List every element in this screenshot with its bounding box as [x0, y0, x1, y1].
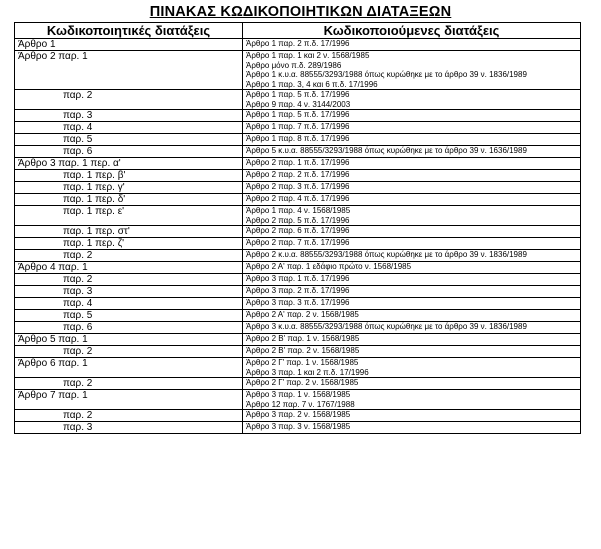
codified-source: Άρθρο 2 Α' παρ. 1 εδάφιο πρώτο ν. 1568/1985 [246, 262, 412, 271]
codified-source: Άρθρο 2 παρ. 1 π.δ. 17/1996 [246, 158, 350, 167]
table-row [15, 322, 581, 334]
codified-provisions [243, 182, 581, 194]
codified-provisions [243, 158, 581, 170]
codifying-provision: παρ. 6 [15, 322, 243, 334]
codifying-provision: παρ. 2 [15, 274, 243, 286]
table-row [15, 146, 581, 158]
codifying-provision: παρ. 4 [15, 298, 243, 310]
table-row [15, 134, 581, 146]
table-row [15, 358, 581, 378]
codified-provisions [243, 298, 581, 310]
table-row [15, 346, 581, 358]
codified-source: Άρθρο 2 παρ. 5 π.δ. 17/1996 [246, 215, 350, 225]
codifying-provision: παρ. 3 [15, 286, 243, 298]
codifying-provision: παρ. 1 περ. γ' [15, 182, 243, 194]
codification-table [14, 22, 581, 434]
table-row [15, 158, 581, 170]
codified-source: Άρθρο 2 Α' παρ. 2 ν. 1568/1985 [246, 310, 359, 319]
codifying-provision: παρ. 1 περ. στ' [15, 226, 243, 238]
codified-provisions [243, 410, 581, 422]
table-row [15, 182, 581, 194]
codified-source: Άρθρο 2 Β' παρ. 2 ν. 1568/1985 [246, 346, 360, 355]
table-row [15, 286, 581, 298]
codified-source: Άρθρο 1 παρ. 3, 4 και 6 π.δ. 17/1996 [246, 79, 378, 89]
codified-source: Άρθρο 1 παρ. 5 π.δ. 17/1996 [246, 110, 350, 119]
codifying-provision: παρ. 1 περ. ζ' [15, 238, 243, 250]
codified-provisions [243, 378, 581, 390]
codified-provisions [243, 110, 581, 122]
codified-provisions [243, 90, 581, 110]
table-row [15, 194, 581, 206]
codified-provisions [243, 322, 581, 334]
codified-source: Άρθρο 2 Β' παρ. 1 ν. 1568/1985 [246, 334, 360, 343]
codified-source: Άρθρο 2 Γ' παρ. 1 ν. 1568/1985 [246, 358, 359, 367]
codifying-provision: παρ. 2 [15, 346, 243, 358]
codified-source: Άρθρο 1 κ.υ.α. 88555/3293/1988 όπως κυρώθηκε με το άρθρο 39 ν. 1836/1989 [246, 70, 527, 79]
codified-source: Άρθρο 1 παρ. 7 π.δ. 17/1996 [246, 122, 350, 131]
codified-source: Άρθρο 3 παρ. 3 π.δ. 17/1996 [246, 298, 350, 307]
codifying-provision: Άρθρο 2 παρ. 1 [15, 51, 243, 90]
table-row [15, 206, 581, 226]
codifying-provision: παρ. 2 [15, 378, 243, 390]
codified-source: Άρθρο 2 παρ. 2 π.δ. 17/1996 [246, 170, 350, 179]
table-row [15, 90, 581, 110]
header-codifying: Κωδικοποιητικές διατάξεις [15, 23, 243, 39]
codifying-provision: Άρθρο 7 παρ. 1 [15, 390, 243, 410]
codified-provisions [243, 226, 581, 238]
codifying-provision: παρ. 4 [15, 122, 243, 134]
codified-provisions [243, 238, 581, 250]
codified-provisions [243, 250, 581, 262]
table-row [15, 122, 581, 134]
table-row [15, 110, 581, 122]
codifying-provision: παρ. 3 [15, 110, 243, 122]
codified-provisions [243, 358, 581, 378]
table-row [15, 422, 581, 434]
title-text: ΠΙΝΑΚΑΣ ΚΩΔΙΚΟΠΟΙΗΤΙΚΩΝ ΔΙΑΤΑΞΕΩΝ [149, 4, 452, 20]
codified-source: Άρθρο 2 κ.υ.α. 88555/3293/1988 όπως κυρώθηκε με το άρθρο 39 ν. 1836/1989 [246, 250, 527, 259]
page-title [0, 4, 601, 20]
codifying-provision: παρ. 1 περ. δ' [15, 194, 243, 206]
table-row [15, 310, 581, 322]
codified-source: Άρθρο 5 κ.υ.α. 88555/3293/1988 όπως κυρώθηκε με το άρθρο 39 ν. 1636/1989 [246, 146, 527, 155]
codified-source: Άρθρο μόνο π.δ. 289/1986 [246, 60, 342, 70]
codified-source: Άρθρο 3 παρ. 3 ν. 1568/1985 [246, 422, 351, 431]
table-row [15, 334, 581, 346]
table-row [15, 39, 581, 51]
codified-source: Άρθρο 3 παρ. 1 π.δ. 17/1996 [246, 274, 350, 283]
codified-source: Άρθρο 9 παρ. 4 ν. 3144/2003 [246, 99, 351, 109]
codified-source: Άρθρο 3 παρ. 1 ν. 1568/1985 [246, 390, 351, 399]
header-codified: Κωδικοποιούμενες διατάξεις [243, 23, 581, 39]
codified-source: Άρθρο 2 παρ. 7 π.δ. 17/1996 [246, 238, 350, 247]
codified-source: Άρθρο 3 παρ. 2 ν. 1568/1985 [246, 410, 351, 419]
codified-source: Άρθρο 2 παρ. 4 π.δ. 17/1996 [246, 194, 350, 203]
codified-provisions [243, 170, 581, 182]
codifying-provision: Άρθρο 4 παρ. 1 [15, 262, 243, 274]
codifying-provision: παρ. 2 [15, 410, 243, 422]
codifying-provision: Άρθρο 1 [15, 39, 243, 51]
table-row [15, 298, 581, 310]
codified-provisions [243, 206, 581, 226]
codified-source: Άρθρο 2 παρ. 6 π.δ. 17/1996 [246, 226, 350, 235]
codified-source: Άρθρο 1 παρ. 8 π.δ. 17/1996 [246, 134, 350, 143]
codified-provisions [243, 310, 581, 322]
codifying-provision: παρ. 3 [15, 422, 243, 434]
table-row [15, 250, 581, 262]
codified-provisions [243, 286, 581, 298]
table-body [15, 39, 581, 434]
codifying-provision: παρ. 2 [15, 90, 243, 110]
table-row [15, 51, 581, 90]
table-row [15, 262, 581, 274]
codified-provisions [243, 390, 581, 410]
codifying-provision: παρ. 5 [15, 134, 243, 146]
codified-provisions [243, 262, 581, 274]
table-row [15, 170, 581, 182]
codified-source: Άρθρο 1 παρ. 4 ν. 1568/1985 [246, 206, 351, 215]
codified-source: Άρθρο 1 παρ. 1 και 2 ν. 1568/1985 [246, 51, 370, 60]
table-row [15, 238, 581, 250]
codifying-provision: παρ. 1 περ. ε' [15, 206, 243, 226]
codified-provisions [243, 194, 581, 206]
codified-provisions [243, 39, 581, 51]
table-row [15, 274, 581, 286]
codified-provisions [243, 51, 581, 90]
codified-provisions [243, 334, 581, 346]
codified-source: Άρθρο 3 παρ. 1 και 2 π.δ. 17/1996 [246, 367, 369, 377]
table-row [15, 390, 581, 410]
codifying-provision: Άρθρο 5 παρ. 1 [15, 334, 243, 346]
codified-source: Άρθρο 3 παρ. 2 π.δ. 17/1996 [246, 286, 350, 295]
codified-provisions [243, 274, 581, 286]
codified-provisions [243, 346, 581, 358]
codified-provisions [243, 134, 581, 146]
codified-source: Άρθρο 2 παρ. 3 π.δ. 17/1996 [246, 182, 350, 191]
codified-source: Άρθρο 1 παρ. 5 π.δ. 17/1996 [246, 90, 350, 99]
codifying-provision: παρ. 2 [15, 250, 243, 262]
codified-provisions [243, 422, 581, 434]
table-row [15, 378, 581, 390]
codifying-provision: Άρθρο 6 παρ. 1 [15, 358, 243, 378]
codifying-provision: Άρθρο 3 παρ. 1 περ. α' [15, 158, 243, 170]
codified-source: Άρθρο 12 παρ. 7 ν. 1767/1988 [246, 399, 355, 409]
codified-source: Άρθρο 2 Γ' παρ. 2 ν. 1568/1985 [246, 378, 359, 387]
codified-provisions [243, 146, 581, 158]
codified-source: Άρθρο 1 παρ. 2 π.δ. 17/1996 [246, 39, 350, 48]
table-row [15, 226, 581, 238]
codifying-provision: παρ. 6 [15, 146, 243, 158]
codifying-provision: παρ. 1 περ. β' [15, 170, 243, 182]
header-row [15, 23, 581, 39]
codified-source: Άρθρο 3 κ.υ.α. 88555/3293/1988 όπως κυρώθηκε με το άρθρο 39 ν. 1836/1989 [246, 322, 527, 331]
table-row [15, 410, 581, 422]
codifying-provision: παρ. 5 [15, 310, 243, 322]
codified-provisions [243, 122, 581, 134]
